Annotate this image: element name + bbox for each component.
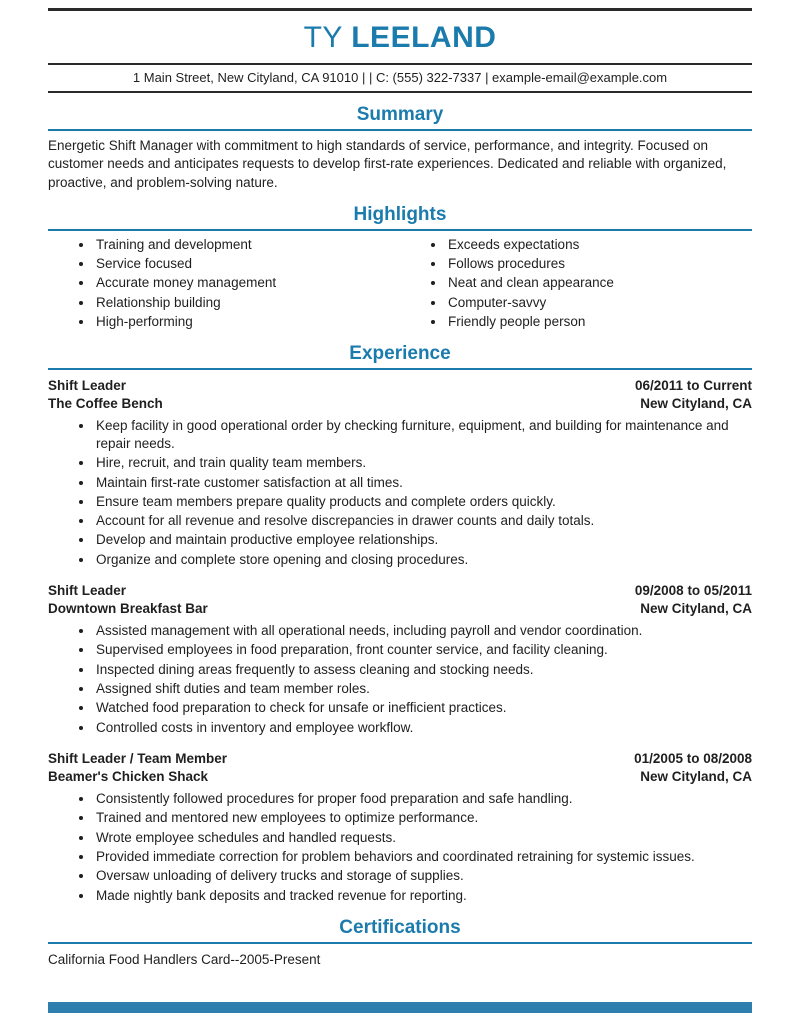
job-bullet-list — [48, 417, 752, 569]
job-header-line — [48, 582, 752, 600]
section-title-certifications: Certifications — [339, 917, 461, 938]
job-entry — [48, 377, 752, 570]
bullet-item: • Assisted management with all operational needs, including payroll and vendor coordination. — [94, 622, 752, 640]
section-title-highlights: Highlights — [353, 203, 447, 225]
candidate-first-name: TY — [303, 21, 343, 54]
bullet-item: • Follows procedures — [446, 255, 752, 273]
certifications-underline — [48, 942, 752, 944]
candidate-last-name: LEELAND — [351, 21, 497, 54]
bullet-item: • Inspected dining areas frequently to assess cleaning and stocking needs. — [94, 661, 752, 679]
bullet-item: • Assigned shift duties and team member roles. — [94, 680, 752, 698]
job-company: The Coffee Bench — [48, 395, 163, 411]
job-subheader-line — [48, 768, 752, 786]
contact-info: 1 Main Street, New Cityland, CA 91010 | | C: (555) 322-7337 | example-email@example.com — [132, 70, 668, 85]
bullet-item: • Hire, recruit, and train quality team members. — [94, 454, 752, 472]
job-company: Beamer's Chicken Shack — [48, 768, 209, 784]
certification-text: California Food Handlers Card--2005-Present — [48, 951, 321, 967]
bullet-item: • Training and development — [94, 236, 400, 254]
bullet-item: • Account for all revenue and resolve discrepancies in drawer counts and daily totals. — [94, 512, 752, 530]
highlights-list-left — [48, 236, 400, 331]
job-dates: 06/2011 to Current — [634, 377, 752, 393]
rule-below-contact — [48, 91, 752, 93]
highlights-list-right — [400, 236, 752, 331]
job-title: Shift Leader — [48, 583, 127, 599]
section-title-summary: Summary — [356, 104, 444, 125]
top-rule — [48, 8, 752, 11]
bullet-item: • High-performing — [94, 313, 400, 331]
job-bullet-list — [48, 790, 752, 904]
bullet-item: • Relationship building — [94, 294, 400, 312]
bullet-item: • Provided immediate correction for problem behaviors and coordinated retraining for systemic issues. — [94, 848, 752, 866]
job-entry — [48, 582, 752, 738]
footer-bar — [48, 1002, 752, 1013]
job-header-line — [48, 750, 752, 768]
job-dates: 09/2008 to 05/2011 — [634, 583, 752, 599]
job-company: Downtown Breakfast Bar — [48, 600, 208, 616]
summary-underline — [48, 129, 752, 131]
job-header-line — [48, 377, 752, 395]
bullet-item: • Trained and mentored new employees to optimize performance. — [94, 809, 752, 827]
job-title: Shift Leader — [48, 377, 127, 393]
bullet-item: • Watched food preparation to check for unsafe or inefficient practices. — [94, 699, 752, 717]
bullet-item: • Computer-savvy — [446, 294, 752, 312]
bullet-item: • Oversaw unloading of delivery trucks and storage of supplies. — [94, 867, 752, 885]
experience-underline — [48, 368, 752, 370]
bullet-item: • Maintain first-rate customer satisfaction at all times. — [94, 474, 752, 492]
job-bullet-list — [48, 622, 752, 736]
job-location: New Cityland, CA — [640, 768, 752, 784]
bullet-item: • Made nightly bank deposits and tracked revenue for reporting. — [94, 887, 752, 905]
job-dates: 01/2005 to 08/2008 — [634, 751, 752, 767]
highlights-right-column — [400, 231, 752, 333]
bullet-item: • Consistently followed procedures for proper food preparation and safe handling. — [94, 790, 752, 808]
candidate-name — [48, 21, 752, 54]
job-subheader-line — [48, 600, 752, 618]
bullet-item: • Develop and maintain productive employee relationships. — [94, 531, 752, 549]
bullet-item: • Organize and complete store opening and closing procedures. — [94, 551, 752, 569]
bullet-item: • Neat and clean appearance — [446, 274, 752, 292]
bullet-item: • Keep facility in good operational order by checking furniture, equipment, and building for maintenance and repair needs. — [94, 417, 752, 453]
job-location: New Cityland, CA — [640, 600, 752, 616]
section-title-experience: Experience — [349, 343, 451, 365]
job-entry — [48, 750, 752, 906]
highlights-columns — [48, 231, 752, 333]
job-title: Shift Leader / Team Member — [48, 751, 228, 767]
bullet-item: • Service focused — [94, 255, 400, 273]
bullet-item: • Supervised employees in food preparation, front counter service, and facility cleaning. — [94, 641, 752, 659]
bullet-item: • Ensure team members prepare quality products and complete orders quickly. — [94, 493, 752, 511]
bullet-item: • Controlled costs in inventory and employee workflow. — [94, 719, 752, 737]
bullet-item: • Accurate money management — [94, 274, 400, 292]
bullet-item: • Exceeds expectations — [446, 236, 752, 254]
job-location: New Cityland, CA — [640, 395, 752, 411]
highlights-left-column — [48, 231, 400, 333]
summary-text: Energetic Shift Manager with commitment to high standards of service, performance, and integrity. Focused on customer needs and anticipates requests to develop first-rate experiences. Dedicated and reliable with organized, proactive, and problem-solving nature. — [48, 137, 727, 191]
bullet-item: • Friendly people person — [446, 313, 752, 331]
bullet-item: • Wrote employee schedules and handled requests. — [94, 829, 752, 847]
job-subheader-line — [48, 395, 752, 413]
